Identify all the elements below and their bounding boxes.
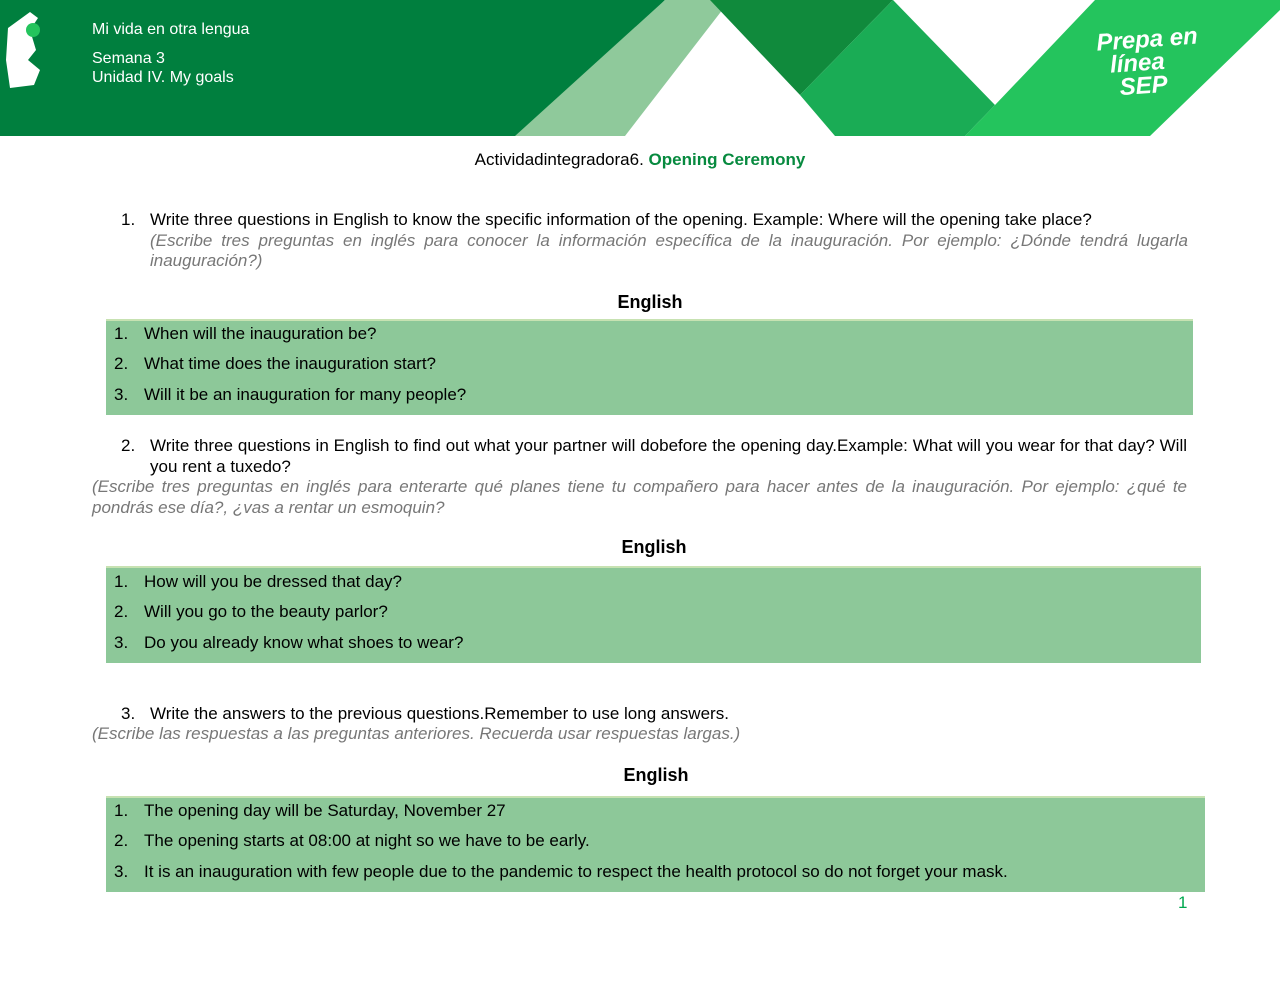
question-1 <box>121 210 1188 272</box>
question-translation: (Escribe las respuestas a las preguntas anteriores. Recuerda usar respuestas largas.) <box>92 724 741 743</box>
item-number: 1. <box>114 801 129 820</box>
page-number: 1 <box>1178 893 1188 912</box>
item-number: 3. <box>114 862 129 881</box>
item-text: Do you already know what shoes to wear? <box>144 633 464 652</box>
activity-title <box>0 150 1280 170</box>
answer-box-2 <box>106 566 1201 663</box>
header-banner <box>0 0 1280 136</box>
list-item <box>114 602 388 622</box>
item-text: Will it be an inauguration for many people? <box>144 385 467 404</box>
item-number: 2. <box>114 354 129 373</box>
answer-box-1 <box>106 319 1193 415</box>
course-name: Mi vida en otra lengua <box>92 21 250 38</box>
list-item <box>114 572 402 592</box>
answer-box-3 <box>106 796 1205 892</box>
section-heading: English <box>623 765 689 785</box>
list-item <box>114 633 464 653</box>
item-number: 1. <box>114 572 129 591</box>
question-2 <box>121 436 1187 477</box>
item-text: The opening day will be Saturday, November 27 <box>144 801 506 820</box>
question-instruction: Write the answers to the previous questions.Remember to use long answers. <box>150 704 729 723</box>
item-number: 2. <box>114 831 129 850</box>
prepa-en-linea-logo <box>0 0 120 90</box>
item-text: The opening starts at 08:00 at night so we have to be early. <box>144 831 590 850</box>
list-item <box>114 862 1008 882</box>
logo-text-line-2: línea <box>1109 47 1166 79</box>
list-item <box>114 801 506 821</box>
list-item <box>114 354 436 374</box>
item-text: Will you go to the beauty parlor? <box>144 602 388 621</box>
question-number: 3. <box>121 704 136 723</box>
question-translation: (Escribe tres preguntas en inglés para conocer la información específica de la inauguración. Por ejemplo: ¿Dónde tendrá lugarla inauguración?) <box>150 230 1188 270</box>
list-item <box>114 385 467 405</box>
section-heading: English <box>617 292 683 312</box>
list-item <box>114 831 590 851</box>
item-text: What time does the inauguration start? <box>144 354 436 373</box>
list-item <box>114 324 377 344</box>
item-text: When will the inauguration be? <box>144 324 377 343</box>
question-number: 1. <box>121 210 136 229</box>
week-label: Semana 3 <box>92 50 165 67</box>
item-number: 3. <box>114 633 129 652</box>
item-number: 3. <box>114 385 129 404</box>
title-highlight: Opening Ceremony <box>648 150 806 169</box>
logo-text-line-1: Prepa en <box>1095 22 1199 57</box>
question-3 <box>121 704 1187 725</box>
title-prefix: Actividadintegradora6. <box>474 150 649 169</box>
question-instruction: Write three questions in English to know the specific information of the opening. Example: Where will the opening take place? <box>150 210 1092 229</box>
section-heading: English <box>621 537 687 557</box>
item-text: It is an inauguration with few people due to the pandemic to respect the health protocol so do not forget your mask. <box>144 862 1008 881</box>
item-number: 1. <box>114 324 129 343</box>
unit-label: Unidad IV. My goals <box>92 69 234 86</box>
question-translation: (Escribe tres preguntas en inglés para enterarte qué planes tiene tu compañero para hacer antes de la inauguración. Por ejemplo: ¿qué te pondrás ese día?, ¿vas a rentar un esmoquin? <box>92 477 1187 517</box>
item-text: How will you be dressed that day? <box>144 572 402 591</box>
question-instruction: Write three questions in English to find out what your partner will dobefore the opening day.Example: What will you wear for that day? Will you rent a tuxedo? <box>150 436 1187 476</box>
item-number: 2. <box>114 602 129 621</box>
question-number: 2. <box>121 436 136 455</box>
logo-text <box>1095 22 1202 102</box>
logo-text-line-3: SEP <box>1118 70 1169 102</box>
